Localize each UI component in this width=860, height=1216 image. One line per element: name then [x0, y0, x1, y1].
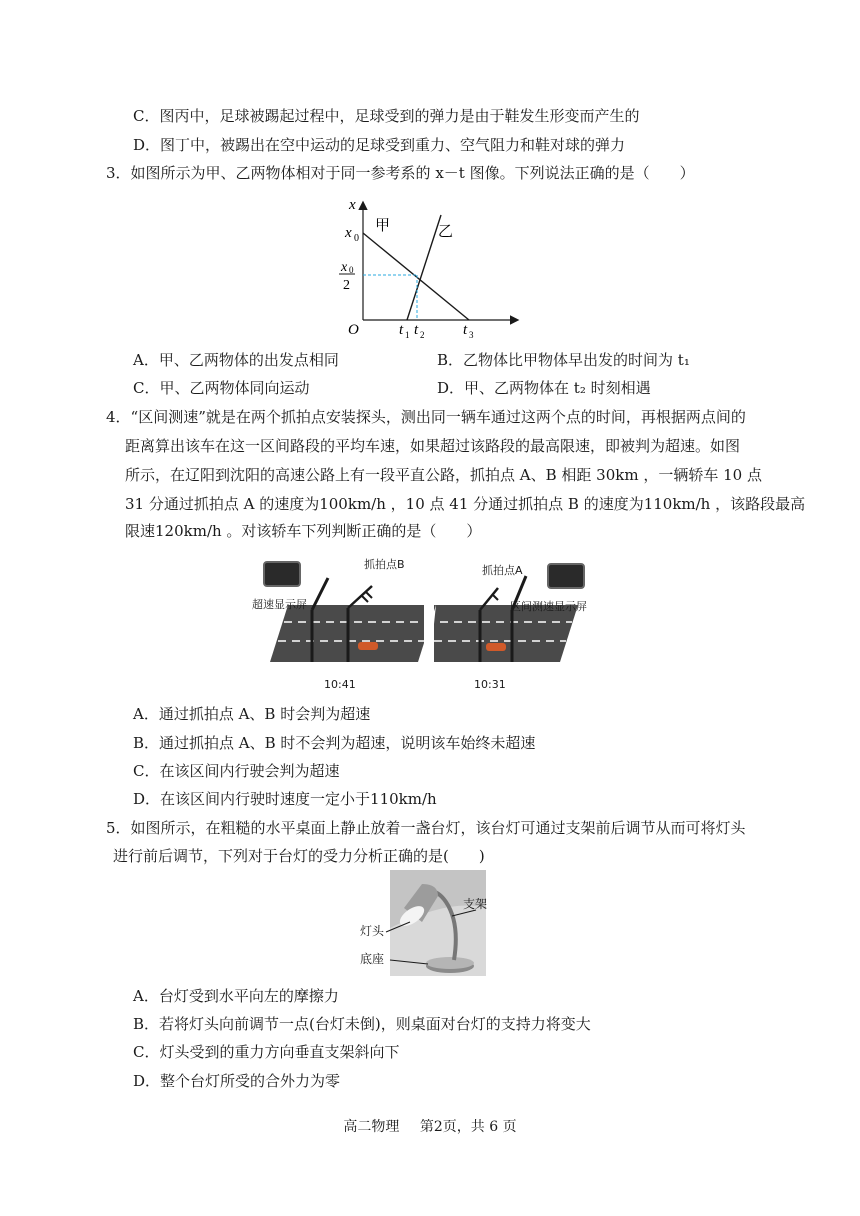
label-lamp-head: 灯头 [360, 924, 385, 938]
q4-stem-line2: 距离算出该车在这一区间路段的平均车速，如果超过该路段的最高限速，即被判为超速。如图 [125, 437, 741, 455]
t1-sub: 1 [405, 330, 410, 340]
q3-option-a: A．甲、乙两物体的出发点相同 [133, 351, 339, 369]
road-right [430, 605, 578, 662]
half-x0-label: x [341, 260, 348, 275]
q5-stem-line1: 5．如图所示，在粗糙的水平桌面上静止放着一盏台灯，该台灯可通过支架前后调节从而可将灯头 [106, 819, 746, 837]
q2-option-c: C．图丙中，足球被踢起过程中，足球受到的弹力是由于鞋发生形变而产生的 [133, 107, 640, 125]
q4-option-d: D．在该区间内行驶时速度一定小于110km/h [133, 790, 437, 808]
q5-option-b: B．若将灯头向前调节一点(台灯未倒)，则桌面对台灯的支持力将变大 [133, 1015, 591, 1033]
yi-label: 乙 [438, 222, 454, 240]
q4-option-b: B．通过抓拍点 A、B 时不会判为超速，说明该车始终未超速 [133, 734, 536, 752]
line-yi [407, 215, 441, 320]
speed-screen-left [264, 562, 300, 586]
t3-label: t [463, 322, 468, 338]
q3-stem: 3．如图所示为甲、乙两物体相对于同一参考系的 x－t 图像。下列说法正确的是（ ） [106, 164, 695, 182]
q4-stem-line3: 所示，在辽阳到沈阳的高速公路上有一段平直公路，抓拍点 A、B 相距 30km ，一辆轿车 10 点 [125, 466, 762, 484]
x-t-graph [335, 195, 525, 340]
label-point-b: 抓拍点B [364, 558, 405, 571]
q2-option-d: D．图丁中，被踢出在空中运动的足球受到重力、空气阻力和鞋对球的弹力 [133, 136, 626, 154]
x0-sub: 0 [354, 233, 359, 244]
car-right [486, 643, 506, 651]
q3-option-b: B．乙物体比甲物体早出发的时间为 t₁ [437, 351, 690, 369]
road-illustration [248, 550, 593, 695]
label-section-screen: 区间测速显示屏 [510, 600, 587, 613]
time-left: 10:41 [324, 678, 356, 691]
origin-label: O [348, 322, 359, 338]
footer-subject: 高二物理 [343, 1119, 400, 1135]
q4-option-c: C．在该区间内行驶会判为超速 [133, 762, 340, 780]
label-lamp-stand: 支架 [463, 897, 488, 911]
footer-page-number: 第2页，共 6 页 [419, 1119, 517, 1135]
half-denominator: 2 [343, 278, 350, 293]
q5-option-c: C．灯头受到的重力方向垂直支架斜向下 [133, 1043, 400, 1061]
q5-option-a: A．台灯受到水平向左的摩擦力 [133, 987, 339, 1005]
x-axis-label: x [349, 197, 356, 213]
desk-lamp-photo [360, 868, 490, 980]
q3-option-c: C．甲、乙两物体同向运动 [133, 379, 310, 397]
q3-option-d: D．甲、乙两物体在 t₂ 时刻相遇 [437, 379, 651, 397]
half-x0-sub: 0 [349, 265, 354, 275]
time-right: 10:31 [474, 678, 506, 691]
t1-label: t [399, 322, 404, 338]
q4-stem-line5: 限速120km/h 。对该轿车下列判断正确的是（ ） [125, 522, 482, 540]
road-left [270, 605, 436, 662]
t2-label: t [414, 322, 419, 338]
label-point-a: 抓拍点A [482, 564, 523, 577]
page-footer [0, 1116, 860, 1136]
label-lamp-base: 底座 [360, 952, 385, 966]
line-jia [363, 233, 469, 320]
x0-label: x [345, 225, 352, 241]
q4-stem-line4: 31 分通过抓拍点 A 的速度为100km/h ，10 点 41 分通过抓拍点 B 的速度为110km/h ，该路段最高 [125, 495, 806, 513]
t2-sub: 2 [420, 330, 425, 340]
t3-sub: 3 [469, 330, 474, 340]
q5-stem-line2: 进行前后调节，下列对于台灯的受力分析正确的是( ) [113, 847, 485, 865]
section-screen-right [548, 564, 584, 588]
q4-stem-line1: 4．“区间测速”就是在两个抓拍点安装探头，测出同一辆车通过这两个点的时间，再根据两点间的 [106, 408, 746, 426]
jia-label: 甲 [375, 216, 391, 234]
q4-option-a: A．通过抓拍点 A、B 时会判为超速 [133, 705, 371, 723]
car-left [358, 642, 378, 650]
q5-option-d: D．整个台灯所受的合外力为零 [133, 1072, 341, 1090]
label-speed-screen: 超速显示屏 [252, 598, 307, 611]
